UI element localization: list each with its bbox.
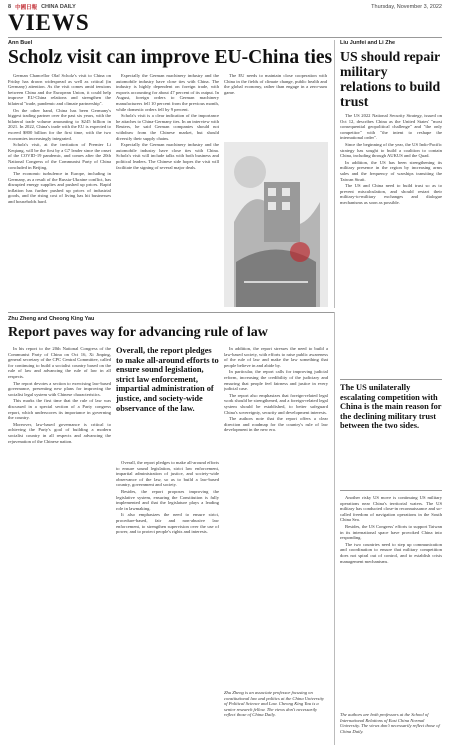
issue-date: Thursday, November 3, 2022 (371, 4, 442, 10)
article2-paragraph: Since the beginning of the year, the US Indo-Pacific strategy has sought to build a coalition to contain China, including through AUKUS and the Quad. (340, 141, 442, 159)
article3-paragraph: In addition, the report stresses the need to build a law-based society, with efforts to raise public awareness of the rule of law and make the law something that people believe in and abide by. (224, 346, 328, 368)
article2-body-2 (340, 495, 442, 709)
article3-paragraph: Besides, the report proposes improving the legislative system, ensuring the Constitution is fully implemented and that the legislature plays a leading role in lawmaking. (116, 488, 219, 511)
column-divider (334, 40, 335, 308)
article2-paragraph: In addition, the US has been strengthening its military presence in the region by increasing arms sales and the frequency of warships transiting the Taiwan Strait. (340, 159, 442, 182)
article1-paragraph: Scholz's visit is a clear indication of the importance he attaches to China-Germany ties. In an interview with Reuters, he said German companies should not withdraw from the Chinese market, but should diversify their supply chains. (116, 113, 219, 141)
article3-paragraph: In particular, the report calls for improving judicial reform, increasing the credibility of the judiciary and ensuring that people feel fairness and justice in every judicial case. (224, 369, 328, 392)
article3-paragraph: It also emphasizes the need to ensure strict, procedure-based, fair and non-abusive law enforcement, to strengthen supervision over the use of power, and to protect people's rights and interests. (116, 512, 219, 535)
article1-paragraph: Especially the German machinery industry and the automobile industry have close ties with China. Scholz's visit will include talks with both business and political leaders. The Chinese side hopes the visit will facilitate the signing of several major deals. (116, 142, 219, 170)
article1-paragraph: On the other hand, China has been Germany's biggest trading partner over the past six years, with the bilateral trade volume amounting to $245 billion in 2021. In 2022, China's trade with the EU is expected to exceed $800 billion for the first time, with the two economies increasingly integrated. (8, 107, 111, 141)
page-number: 8 (8, 4, 12, 10)
article2-headline: US should repair military relations to build trust (340, 49, 441, 109)
section-divider (8, 37, 442, 38)
article2-paragraph: The two countries need to step up communication and coordination to ensure that military competition does not spiral out of control, and to establish crisis management mechanisms. (340, 541, 442, 564)
article1-byline: Ann Buel (8, 40, 33, 46)
article2-paragraph: Besides, the US Congress' efforts to support Taiwan in its international space have provoked China into responding. (340, 523, 442, 541)
column-divider (334, 312, 335, 745)
article1-paragraph: German Chancellor Olaf Scholz's visit to China on Friday has drawn widespread as well as critical (in Germany) attention. As the visit comes amid tensions between China and the European Union, it could help improve EU-China relations and strengthen the bilateral "trade, pandemic and climate partnership". (8, 73, 111, 106)
article3-paragraph: The report devotes a section to exercising law-based governance, presenting new plans for improving the socialist legal system with Chinese characteristics. (8, 380, 111, 397)
pull-quote-rule-bottom (340, 490, 442, 491)
article3-paragraph: The report also emphasizes that foreign-related legal work should be strengthened, and a foreign-related legal system should be established, to better safeguard China's sovereignty, security and development interests. (224, 392, 328, 415)
article1-col1 (8, 73, 111, 308)
article1-paragraph: The economic turbulence in Europe, including in Germany, as a result of the Russia-Ukraine conflict, has disrupted energy supplies and pushed up prices. Rapid inflation has further pushed up prices of industrial goods, and the rising cost of living has hit businesses and households hard. (8, 171, 111, 205)
article2-paragraph: The US 2022 National Security Strategy, issued on Oct 12, describes China as the United States' "most consequential geopolitical challenge" and "the only competitor" with "the intent to reshape the international order". (340, 113, 442, 141)
article1-paragraph: Scholz's visit, at the invitation of Premier Li Keqiang, will be the first by a G7 leader since the onset of the COVID-19 pandemic, and comes after the 20th National Congress of the Communist Party of China concluded in Beijing. (8, 142, 111, 170)
article2-paragraph: Another risky US move is continuing US military operations near China's territorial waters. The US military has conducted close-in reconnaissance and so-called freedom of navigation operations in the South China Sea. (340, 495, 442, 523)
article2-body-1 (340, 113, 442, 375)
article1-paragraph: Especially the German machinery industry and the automobile industry have close ties with China. The industry is highly dependent on foreign trade, with exports accounting for about 47 percent of its output. In August, foreign orders to German machinery manufacturers fell 10 percent from the previous month, while domestic orders fell by 9 percent. (116, 73, 219, 112)
article3-paragraph: The authors note that the report offers a clear direction and roadmap for the country's rule of law development in the new era. (224, 416, 328, 433)
section-separator (8, 312, 334, 313)
illustration-svg (224, 142, 328, 307)
article3-author-note: Zhu Zheng is an associate professor focusing on constitutional law and politics at the China University of Political Science and Law. Cheong King Yau is a senior research fellow. The views don't necessarily reflect those of China Daily. (224, 690, 324, 718)
article2-author-note: The authors are both professors at the School of International Relations of East China Normal University. The views don't necessarily reflect those of China Daily. (340, 712, 440, 734)
article1-illustration (224, 142, 328, 307)
article2-pull-quote: The US unilaterally escalating competition with China is the main reason for the declining military trust between the two sides. (340, 383, 442, 431)
article3-byline: Zhu Zheng and Cheong King Yau (8, 316, 95, 322)
article1-col3 (224, 73, 327, 139)
article3-pull-quote: Overall, the report pledges to make all-around efforts to ensure sound legislation, strict law enforcement, impartial administration of justice, and society-wide observance of the law. (116, 346, 219, 413)
pull-quote-rule-top (340, 379, 442, 380)
article3-headline: Report paves way for advancing rule of law (8, 325, 268, 340)
article2-byline: Liu Junfei and Li Zhe (340, 40, 395, 46)
article3-col2 (116, 460, 219, 744)
article3-paragraph: Overall, the report pledges to make all-around efforts to ensure sound legislation, strict law enforcement, impartial administration of justice, and society-wide observance of the law, so as to build a law-based country, government and society. (116, 460, 219, 488)
article3-paragraph: Moreover, law-based governance is critical to achieving the Party's goal of building a modern socialist country in all respects and advancing the rejuvenation of the Chinese nation. (8, 421, 111, 444)
article1-col2 (116, 73, 219, 308)
article2-paragraph: The US and China need to build trust so as to prevent miscalculation, and should restart their military-to-military exchanges and dialogue mechanisms as soon as possible. (340, 183, 442, 205)
newspaper-logo: 中國日報 (15, 5, 38, 11)
article3-col3 (224, 346, 328, 686)
article3-paragraph: This marks the first time that the rule of law was discussed in a special section of a Party congress report, which underscores its importance in governing the country. (8, 398, 111, 421)
article1-paragraph: The EU needs to maintain close cooperation with China in the fields of climate change, public health and the global economy, rather than engage in a zero-sum game. (224, 73, 327, 95)
section-title: VIEWS (8, 10, 90, 35)
article1-headline: Scholz visit can improve EU-China ties (8, 47, 333, 68)
article3-col1 (8, 346, 111, 744)
newspaper-name: CHINA DAILY (41, 4, 76, 10)
article3-paragraph: In his report to the 20th National Congress of the Communist Party of China on Oct 16, Xi Jinping, general secretary of the CPC Central Committee, called for continuing to build a socialist country based on the rule of law and advancing the rule of law in all respects. (8, 346, 111, 379)
